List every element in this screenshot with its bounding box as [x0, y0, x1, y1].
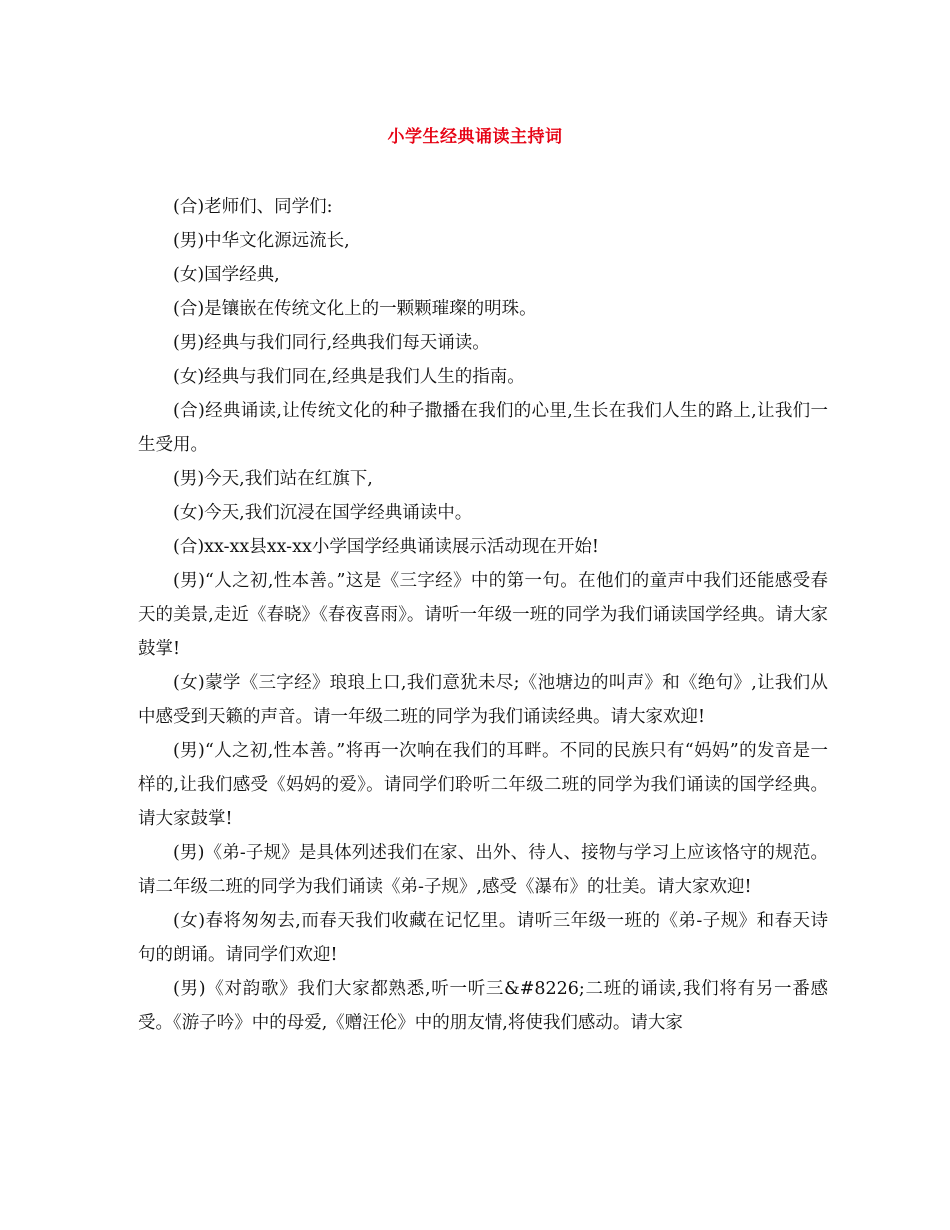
paragraph: (男)“人之初,性本善。”将再一次响在我们的耳畔。不同的民族只有“妈妈”的发音是一样的,让我们感受《妈妈的爱》。请同学们聆听二年级二班的同学为我们诵读的国学经典。请大家鼓掌! — [138, 741, 828, 829]
document-title: 小学生经典诵读主持词 — [387, 127, 563, 147]
paragraph: (女)蒙学《三字经》琅琅上口,我们意犹未尽;《池塘边的叫声》和《绝句》,让我们从中感受到天籁的声音。请一年级二班的同学为我们诵读经典。请大家欢迎! — [138, 673, 828, 727]
document-body — [138, 190, 828, 1040]
paragraph: (女)今天,我们沉浸在国学经典诵读中。 — [173, 503, 473, 523]
paragraph: (女)春将匆匆去,而春天我们收藏在记忆里。请听三年级一班的《弟-子规》和春天诗句的朗诵。请同学们欢迎! — [138, 911, 828, 965]
paragraph: (合)经典诵读,让传统文化的种子撒播在我们的心里,生长在我们人生的路上,让我们一生受用。 — [138, 401, 828, 455]
paragraph: (女)经典与我们同在,经典是我们人生的指南。 — [173, 367, 525, 387]
paragraph: (男)《弟-子规》是具体列述我们在家、出外、待人、接物与学习上应该恪守的规范。请二年级二班的同学为我们诵读《弟-子规》,感受《瀑布》的壮美。请大家欢迎! — [138, 843, 828, 897]
paragraph: (男)今天,我们站在红旗下, — [173, 469, 373, 489]
paragraph: (男)中华文化源远流长, — [173, 231, 350, 251]
paragraph: (合)xx-xx县xx-xx小学国学经典诵读展示活动现在开始! — [173, 537, 599, 557]
paragraph: (女)国学经典, — [173, 265, 280, 285]
paragraph: (合)是镶嵌在传统文化上的一颗颗璀璨的明珠。 — [173, 299, 537, 319]
paragraph: (男)《对韵歌》我们大家都熟悉,听一听三&#8226;二班的诵读,我们将有另一番感受。《游子吟》中的母爱,《赠汪伦》中的朋友情,将使我们感动。请大家 — [138, 979, 828, 1033]
paragraph: (男)“人之初,性本善。”这是《三字经》中的第一句。在他们的童声中我们还能感受春天的美景,走近《春晓》《春夜喜雨》。请听一年级一班的同学为我们诵读国学经典。请大家鼓掌! — [138, 571, 828, 659]
paragraph: (合)老师们、同学们: — [173, 197, 333, 217]
paragraph: (男)经典与我们同行,经典我们每天诵读。 — [173, 333, 490, 353]
